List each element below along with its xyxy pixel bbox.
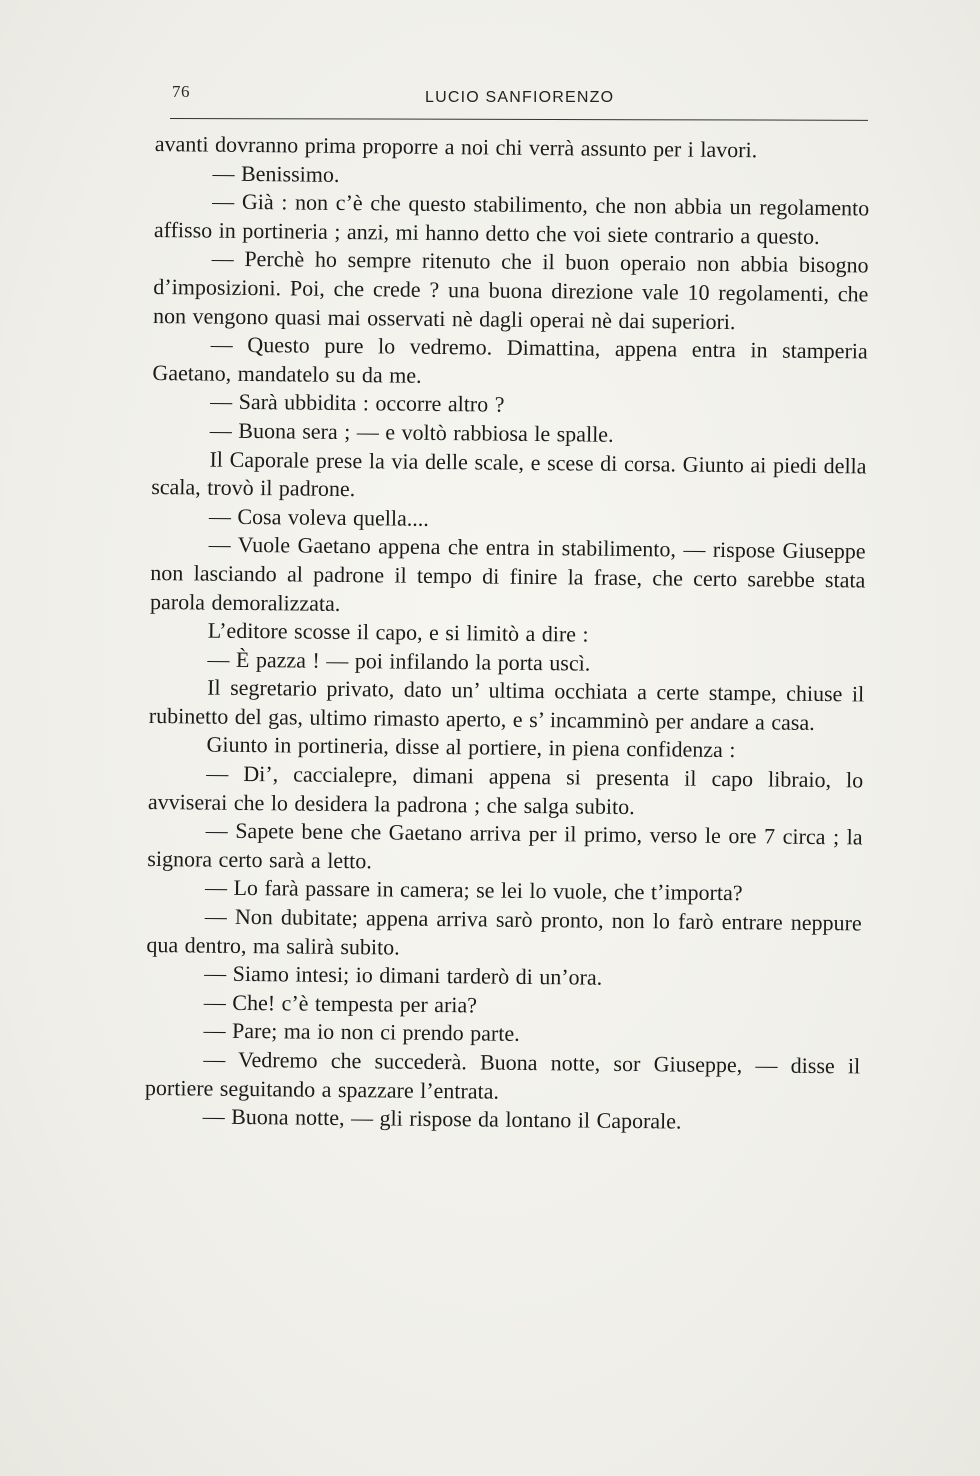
paragraph: — Cosa voleva quella.... xyxy=(208,503,429,531)
paragraph: — Che! c’è tempesta per aria? xyxy=(203,989,478,1018)
paragraph: — Siamo intesi; io dimani tarderò di un’ora. xyxy=(204,960,603,990)
paragraph: — Vuole Gaetano appena che entra in stabilimento, — rispose Giuseppe non lasciando al padrone il tempo di finire la frase, che certo sarebbe stata parola demoralizzata. xyxy=(149,531,866,616)
paragraph: Giunto in portineria, disse al portiere, in piena confidenza : xyxy=(206,732,736,763)
paragraph: — Buona notte, — gli rispose da lontano il Caporale. xyxy=(202,1103,682,1134)
paragraph: — Buona sera ; — e voltò rabbiosa le spalle. xyxy=(209,417,614,447)
paragraph: — È pazza ! — poi infilando la porta uscì. xyxy=(207,646,591,676)
paragraph: L’editore scosse il capo, e si limitò a dire : xyxy=(207,617,589,647)
paragraph: avanti dovranno prima proporre a noi chi verrà assunto per i lavori. xyxy=(154,130,758,163)
paragraph: — Sarà ubbidita : occorre altro ? xyxy=(210,388,505,418)
header-rule xyxy=(170,118,868,121)
paragraph: — Già : non c’è che questo stabilimento, che non abbia un regolamento affisso in portineria ; anzi, mi hanno detto che voi siete contrario a questo. xyxy=(153,188,870,249)
page-number: 76 xyxy=(172,82,190,101)
paragraph: — Di’, caccialepre, dimani appena si presenta il capo libraio, lo avviserai che lo desidera la padrona ; che salga subito. xyxy=(147,760,864,819)
paragraph: — Non dubitate; appena arriva sarò pronto, non lo farò entrare neppure qua dentro, ma salirà subito. xyxy=(146,903,862,960)
paragraph: Il Caporale prese la via delle scale, e scese di corsa. Giunto ai piedi della scala, trovò il padrone. xyxy=(151,446,867,502)
paragraph: — Lo farà passare in camera; se lei lo vuole, che t’importa? xyxy=(204,875,743,906)
paragraph: — Sapete bene che Gaetano arriva per il primo, verso le ore 7 circa ; la signora certo sarà a letto. xyxy=(147,817,863,874)
paragraph: Il segretario privato, dato un’ ultima occhiata a certe stampe, chiuse il rubinetto del gas, ultimo rimasto aperto, e s’ incamminò per andare a casa. xyxy=(148,674,865,735)
paragraph: — Questo pure lo vedremo. Dimattina, appena entra in stamperia Gaetano, mandatelo su da me. xyxy=(152,331,868,388)
running-title: LUCIO SANFIORENZO xyxy=(425,89,615,106)
paragraph: — Pare; ma io non ci prendo parte. xyxy=(203,1017,520,1047)
paragraph: — Benissimo. xyxy=(212,160,340,187)
body-text xyxy=(145,130,870,1138)
page-header xyxy=(170,82,870,122)
paragraph: — Vedremo che succederà. Buona notte, sor Giuseppe, — disse il portiere seguitando a spazzare l’entrata. xyxy=(144,1046,861,1104)
paragraph: — Perchè ho sempre ritenuto che il buon operaio non abbia bisogno d’imposizioni. Poi, che crede ? una buona direzione vale 10 regolamenti, che non vengono quasi mai osservati nè dagli operai nè dai superiori. xyxy=(152,245,869,334)
